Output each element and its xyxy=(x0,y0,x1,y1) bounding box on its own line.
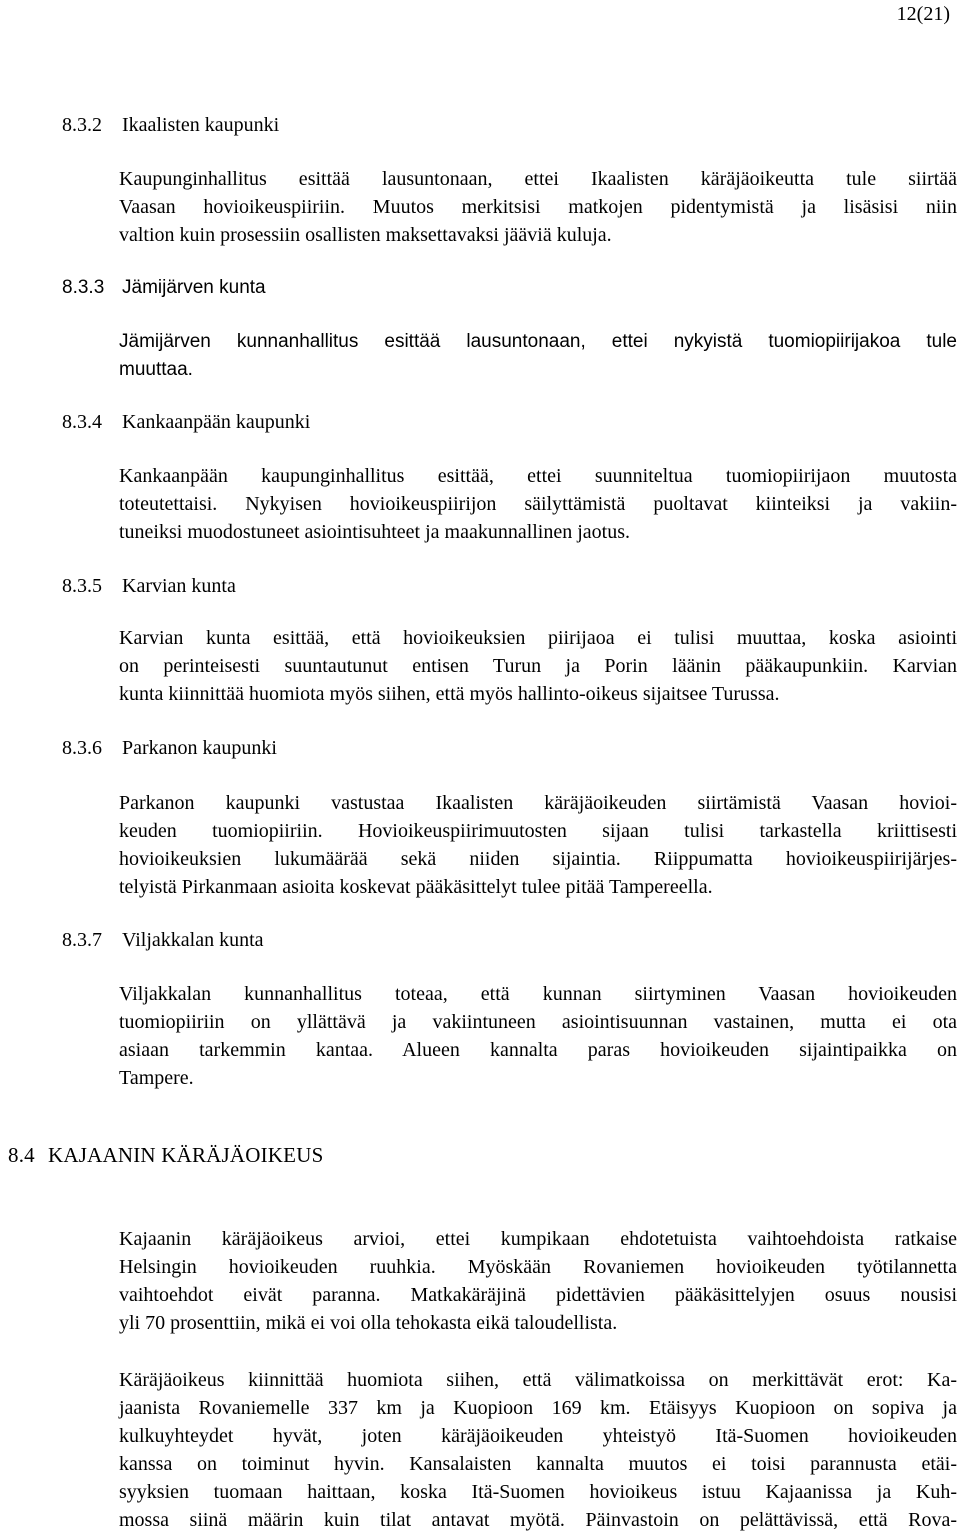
paragraph xyxy=(119,789,957,901)
section-heading xyxy=(62,114,279,137)
paragraph xyxy=(119,1366,957,1534)
section-number: 8.3.6 xyxy=(62,737,102,759)
text-line: kanssa on toiminut hyvin. Kansalaisten kannalta muutos ei toisi parannusta etäi- xyxy=(119,1453,957,1475)
section-title: KAJAANIN KÄRÄJÄOIKEUS xyxy=(48,1143,324,1167)
section-heading xyxy=(62,277,266,299)
section-title: Viljakkalan kunta xyxy=(122,929,264,951)
text-line: jaanista Rovaniemelle 337 km ja Kuopioon 169 km. Etäisyys Kuopioon on sopiva ja xyxy=(119,1397,957,1419)
main-section-heading xyxy=(8,1143,323,1168)
section-title: Kankaanpään kaupunki xyxy=(122,411,311,433)
text-line: Jämijärven kunnanhallitus esittää lausuntonaan, ettei nykyistä tuomiopiirijakoa tule xyxy=(119,331,957,352)
text-line: mossa siinä määrin kuin tilat antavat myötä. Päinvastoin on pelättävissä, että Rova- xyxy=(119,1509,957,1531)
page-number: 12(21) xyxy=(896,3,950,25)
section-number: 8.3.2 xyxy=(62,114,102,136)
text-line: keuden tuomiopiiriin. Hovioikeuspiirimuutosten sijaan tulisi tarkastella kriittisesti xyxy=(119,820,957,842)
text-line: Kankaanpään kaupunginhallitus esittää, ettei suunniteltua tuomiopiirijaon muutosta xyxy=(119,465,957,487)
text-line: vaihtoehdot eivät paranna. Matkakäräjinä pidettävien pääkäsittelyjen osuus nousisi xyxy=(119,1284,957,1306)
text-line: muuttaa. xyxy=(119,359,193,380)
section-title: Parkanon kaupunki xyxy=(122,737,277,759)
section-number: 8.3.4 xyxy=(62,411,102,433)
section-title: Ikaalisten kaupunki xyxy=(122,114,280,136)
text-line: syyksien tuomaan haittaan, koska Itä-Suomen hovioikeus istuu Kajaanissa ja Kuh- xyxy=(119,1481,957,1503)
text-line: telyistä Pirkanmaan asioita koskevat pääkäsittelyt tulee pitää Tampereella. xyxy=(119,876,713,898)
section-number: 8.3.3 xyxy=(62,277,105,298)
section-heading xyxy=(62,575,236,598)
text-line: Vaasan hovioikeuspiiriin. Muutos merkitsisi matkojen pidentymistä ja lisäsisi niin xyxy=(119,196,957,218)
text-line: toteutettaisi. Nykyisen hovioikeuspiirijon säilyttämistä puoltavat kiinteiksi ja vakiin- xyxy=(119,493,957,515)
section-heading xyxy=(62,929,264,952)
text-line: yli 70 prosenttiin, mikä ei voi olla tehokasta eikä taloudellista. xyxy=(119,1312,618,1334)
section-number: 8.3.7 xyxy=(62,929,102,951)
text-line: tuomiopiiriin on yllättävä ja vakiintuneen asiointisuunnan vastainen, mutta ei ota xyxy=(119,1011,957,1033)
paragraph xyxy=(119,462,957,546)
text-line: Kajaanin käräjäoikeus arvioi, ettei kumpikaan ehdotetuista vaihtoehdoista ratkaise xyxy=(119,1228,957,1250)
text-line: Käräjäoikeus kiinnittää huomiota siihen, että välimatkoissa on merkittävät erot: Ka- xyxy=(119,1369,957,1391)
text-line: Helsingin hovioikeuden ruuhkia. Myöskään Rovaniemen hovioikeuden työtilannetta xyxy=(119,1256,957,1278)
text-line: kulkuyhteydet hyvät, joten käräjäoikeuden yhteistyö Itä-Suomen hovioikeuden xyxy=(119,1425,957,1447)
text-line: Parkanon kaupunki vastustaa Ikaalisten käräjäoikeuden siirtämistä Vaasan hovioi- xyxy=(119,792,957,814)
text-line: Tampere. xyxy=(119,1067,194,1089)
paragraph xyxy=(119,328,957,384)
section-title: Jämijärven kunta xyxy=(122,277,266,298)
section-number: 8.3.5 xyxy=(62,575,102,597)
paragraph xyxy=(119,624,957,708)
text-line: asiaan tarkemmin kantaa. Alueen kannalta paras hovioikeuden sijaintipaikka on xyxy=(119,1039,957,1061)
paragraph xyxy=(119,1225,957,1337)
text-line: tuneiksi muodostuneet asiointisuhteet ja maakunnallinen jaotus. xyxy=(119,521,631,543)
text-line: on perinteisesti suuntautunut entisen Turun ja Porin läänin pääkaupunkiin. Karvian xyxy=(119,655,957,677)
text-line: Viljakkalan kunnanhallitus toteaa, että kunnan siirtyminen Vaasan hovioikeuden xyxy=(119,983,957,1005)
section-title: Karvian kunta xyxy=(122,575,236,597)
section-number: 8.4 xyxy=(8,1143,35,1167)
paragraph xyxy=(119,165,957,249)
text-line: hovioikeuksien lukumäärää sekä niiden sijaintia. Riippumatta hovioikeuspiirijärjes- xyxy=(119,848,957,870)
text-line: kunta kiinnittää huomiota myös siihen, että myös hallinto-oikeus sijaitsee Turussa. xyxy=(119,683,780,705)
text-line: Karvian kunta esittää, että hovioikeuksien piirijaoa ei tulisi muuttaa, koska asiointi xyxy=(119,627,957,649)
paragraph xyxy=(119,980,957,1092)
section-heading xyxy=(62,411,310,434)
text-line: Kaupunginhallitus esittää lausuntonaan, ettei Ikaalisten käräjäoikeutta tule siirtää xyxy=(119,168,957,190)
section-heading xyxy=(62,737,277,760)
text-line: valtion kuin prosessiin osallisten maksettavaksi jääviä kuluja. xyxy=(119,224,612,246)
